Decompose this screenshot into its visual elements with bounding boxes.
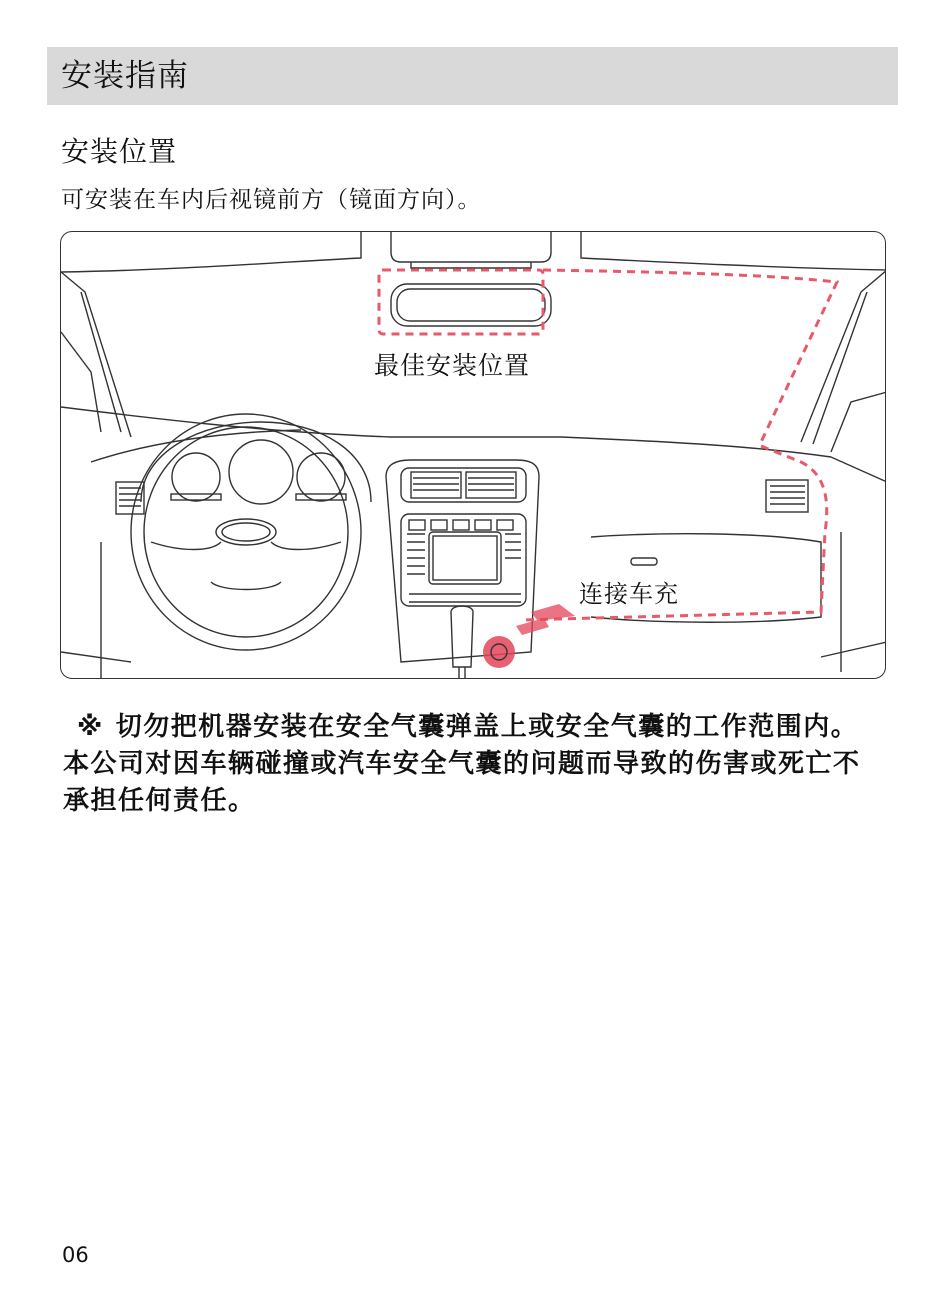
charger-label: 连接车充 (579, 580, 679, 608)
car-interior-drawing (61, 232, 886, 679)
sub-heading: 安装位置 (61, 135, 178, 168)
car-interior-illustration (60, 231, 886, 679)
warning-note (63, 709, 863, 820)
warning-mark: ※ (77, 712, 104, 742)
page-number: 06 (62, 1243, 89, 1267)
page-title: 安装指南 (61, 58, 189, 94)
best-position-label: 最佳安装位置 (374, 351, 531, 380)
section-header-bar (47, 47, 898, 105)
warning-text: 切勿把机器安装在安全气囊弹盖上或安全气囊的工作范围内。本公司对因车辆碰撞或汽车安全气囊的问题而导致的伤害或死亡不承担任何责任。 (63, 712, 861, 816)
install-description: 可安装在车内后视镜前方（镜面方向）。 (61, 187, 482, 213)
